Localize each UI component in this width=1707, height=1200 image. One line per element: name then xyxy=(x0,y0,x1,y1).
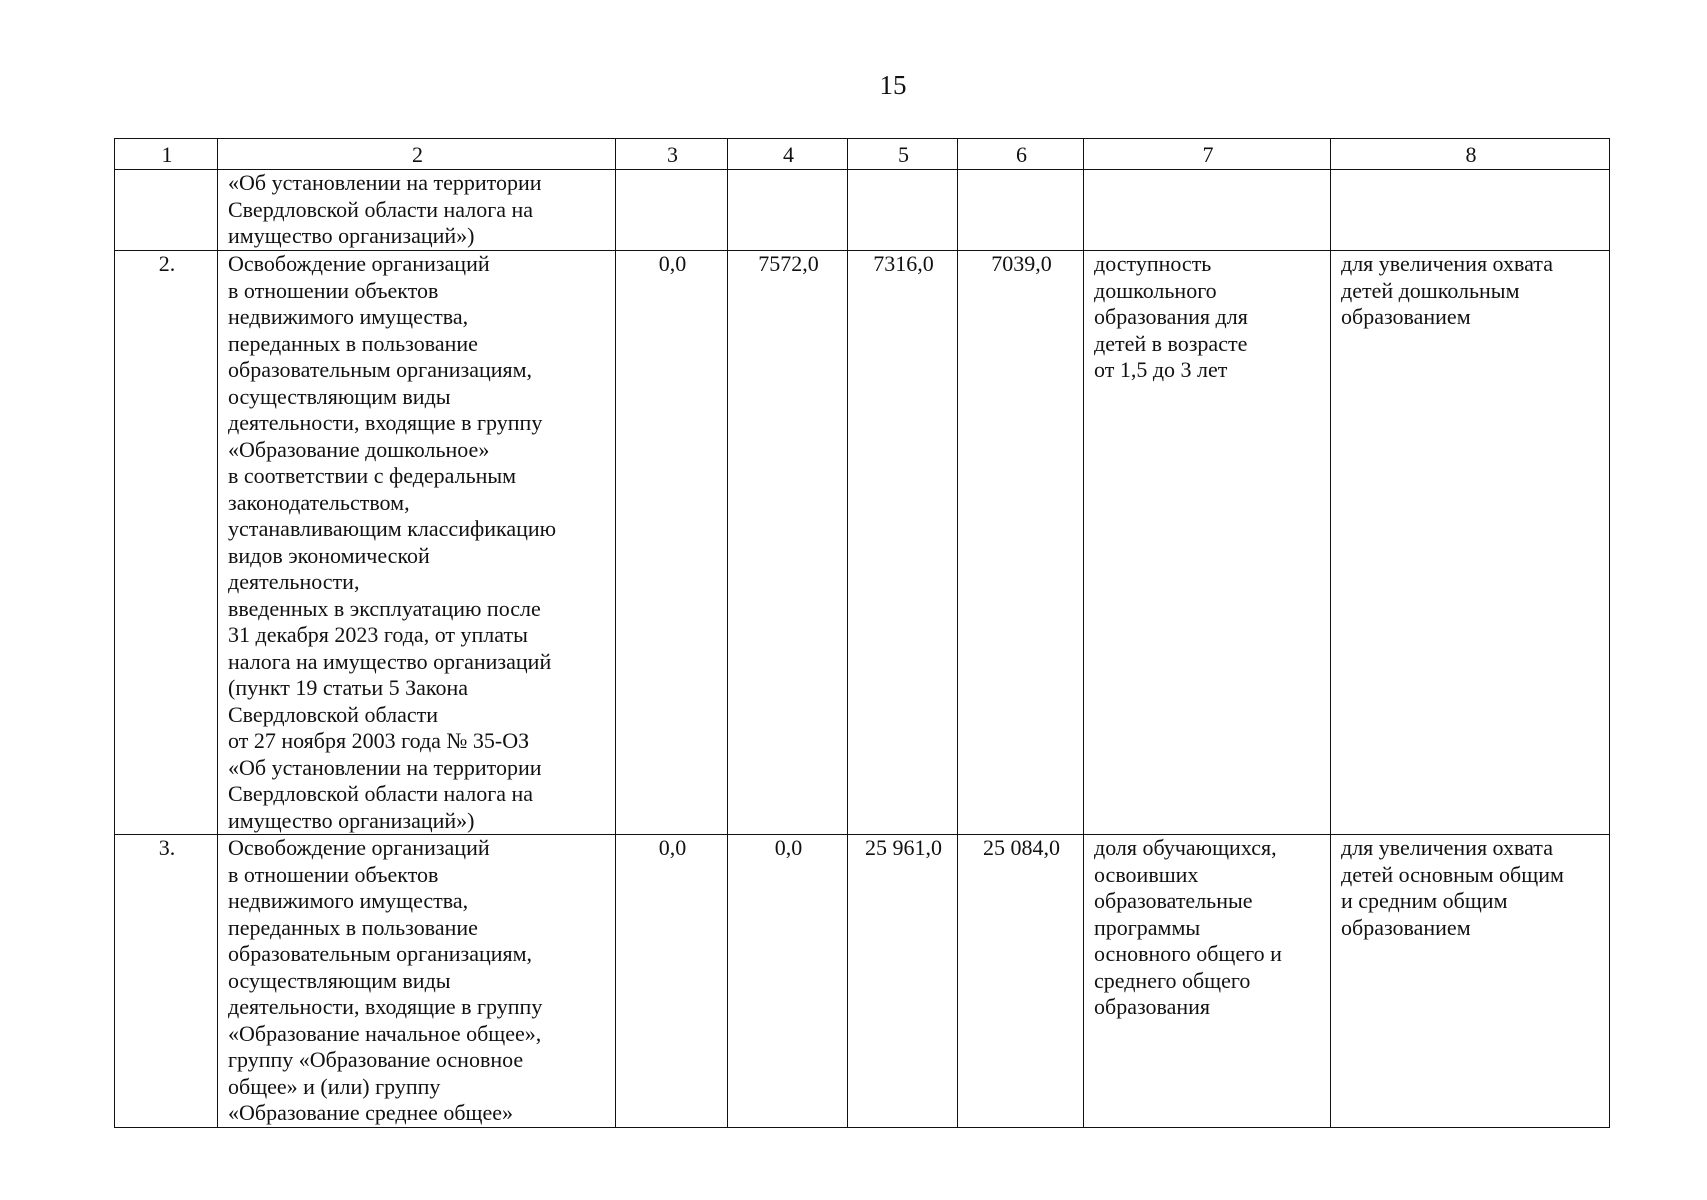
benefit-description xyxy=(218,835,616,1128)
text-line: «Образование дошкольное» xyxy=(228,436,490,462)
text-line: переданных в пользование xyxy=(228,330,478,356)
indicator-text xyxy=(1084,835,1331,1128)
text-line: (пункт 19 статьи 5 Закона xyxy=(228,675,469,700)
value-col3: 0,0 xyxy=(616,835,728,1128)
value-col3 xyxy=(616,170,728,251)
benefit-description xyxy=(218,170,616,251)
row-number: 3. xyxy=(115,835,218,1128)
purpose-text xyxy=(1331,251,1610,835)
value-col6: 7039,0 xyxy=(958,251,1084,835)
text-line: Освобождение организаций xyxy=(228,835,490,860)
column-header: 1 xyxy=(115,139,218,170)
text-line: доступность xyxy=(1094,251,1212,276)
value-col6: 25 084,0 xyxy=(958,835,1084,1128)
text-line: устанавливающим классификацию xyxy=(228,516,557,541)
text-line: деятельности, xyxy=(228,569,360,594)
text-line: от 1,5 до 3 лет xyxy=(1094,357,1228,382)
indicator-text xyxy=(1084,170,1331,251)
text-line: группу «Образование основное xyxy=(228,1047,524,1072)
text-line: общее» и (или) группу xyxy=(228,1073,441,1099)
text-line: от 27 ноября 2003 года № 35-ОЗ xyxy=(228,728,530,753)
value-col5 xyxy=(848,170,958,251)
text-line: образовательным организациям, xyxy=(228,941,533,966)
text-line: деятельности, входящие в группу xyxy=(228,994,543,1019)
column-header: 4 xyxy=(728,139,848,170)
text-line: дошкольного xyxy=(1094,277,1217,303)
purpose-text xyxy=(1331,835,1610,1128)
row-number xyxy=(115,170,218,251)
text-line: для увеличения охвата xyxy=(1341,835,1553,860)
text-line: законодательством, xyxy=(228,489,410,515)
column-header: 7 xyxy=(1084,139,1331,170)
text-line: недвижимого имущества, xyxy=(228,304,469,329)
column-header: 5 xyxy=(848,139,958,170)
text-line: осуществляющим виды xyxy=(228,967,451,993)
text-line: в отношении объектов xyxy=(228,861,439,887)
value-col4: 7572,0 xyxy=(728,251,848,835)
text-line: Свердловской области налога на xyxy=(228,781,534,806)
text-line: видов экономической xyxy=(228,542,430,568)
text-line: осуществляющим виды xyxy=(228,383,451,409)
benefits-table xyxy=(114,138,1610,1128)
table-row xyxy=(115,835,1610,1128)
column-header: 2 xyxy=(218,139,616,170)
row-number: 2. xyxy=(115,251,218,835)
text-line: доля обучающихся, xyxy=(1094,835,1277,860)
text-line: освоивших xyxy=(1094,861,1199,887)
text-line: Свердловской области налога на xyxy=(228,196,534,222)
text-line: Освобождение организаций xyxy=(228,251,490,276)
text-line: детей основным общим xyxy=(1341,861,1564,887)
text-line: образования xyxy=(1094,994,1211,1019)
value-col6 xyxy=(958,170,1084,251)
text-line: образованием xyxy=(1341,914,1471,940)
text-line: образованием xyxy=(1341,304,1471,329)
text-line: имущество организаций») xyxy=(228,807,475,833)
value-col3: 0,0 xyxy=(616,251,728,835)
indicator-text xyxy=(1084,251,1331,835)
text-line: детей дошкольным xyxy=(1341,277,1520,303)
text-line: основного общего и xyxy=(1094,941,1282,966)
table-row xyxy=(115,170,1610,251)
page-number: 15 xyxy=(879,70,907,100)
text-line: 31 декабря 2023 года, от уплаты xyxy=(228,622,528,647)
text-line: в отношении объектов xyxy=(228,277,439,303)
text-line: образовательные xyxy=(1094,888,1253,913)
text-line: в соответствии с федеральным xyxy=(228,463,517,488)
value-col5: 7316,0 xyxy=(848,251,958,835)
text-line: образования для xyxy=(1094,304,1248,329)
column-header: 3 xyxy=(616,139,728,170)
column-header: 6 xyxy=(958,139,1084,170)
text-line: имущество организаций») xyxy=(228,223,475,248)
column-header-row xyxy=(115,139,1610,170)
column-header: 8 xyxy=(1331,139,1610,170)
purpose-text xyxy=(1331,170,1610,251)
text-line: «Об установлении на территории xyxy=(228,754,542,780)
table-row xyxy=(115,251,1610,835)
text-line: налога на имущество организаций xyxy=(228,648,552,674)
text-line: Свердловской области xyxy=(228,701,438,727)
text-line: переданных в пользование xyxy=(228,914,478,940)
text-line: среднего общего xyxy=(1094,967,1251,993)
text-line: деятельности, входящие в группу xyxy=(228,410,543,435)
text-line: образовательным организациям, xyxy=(228,357,533,382)
text-line: «Образование начальное общее», xyxy=(228,1020,542,1046)
text-line: «Образование среднее общее» xyxy=(228,1100,513,1125)
value-col4: 0,0 xyxy=(728,835,848,1128)
text-line: программы xyxy=(1094,914,1201,940)
text-line: «Об установлении на территории xyxy=(228,170,542,195)
text-line: введенных в эксплуатацию после xyxy=(228,595,541,621)
text-line: недвижимого имущества, xyxy=(228,888,469,913)
text-line: детей в возрасте xyxy=(1094,330,1248,356)
value-col5: 25 961,0 xyxy=(848,835,958,1128)
value-col4 xyxy=(728,170,848,251)
text-line: для увеличения охвата xyxy=(1341,251,1553,276)
text-line: и средним общим xyxy=(1341,888,1508,913)
benefit-description xyxy=(218,251,616,835)
